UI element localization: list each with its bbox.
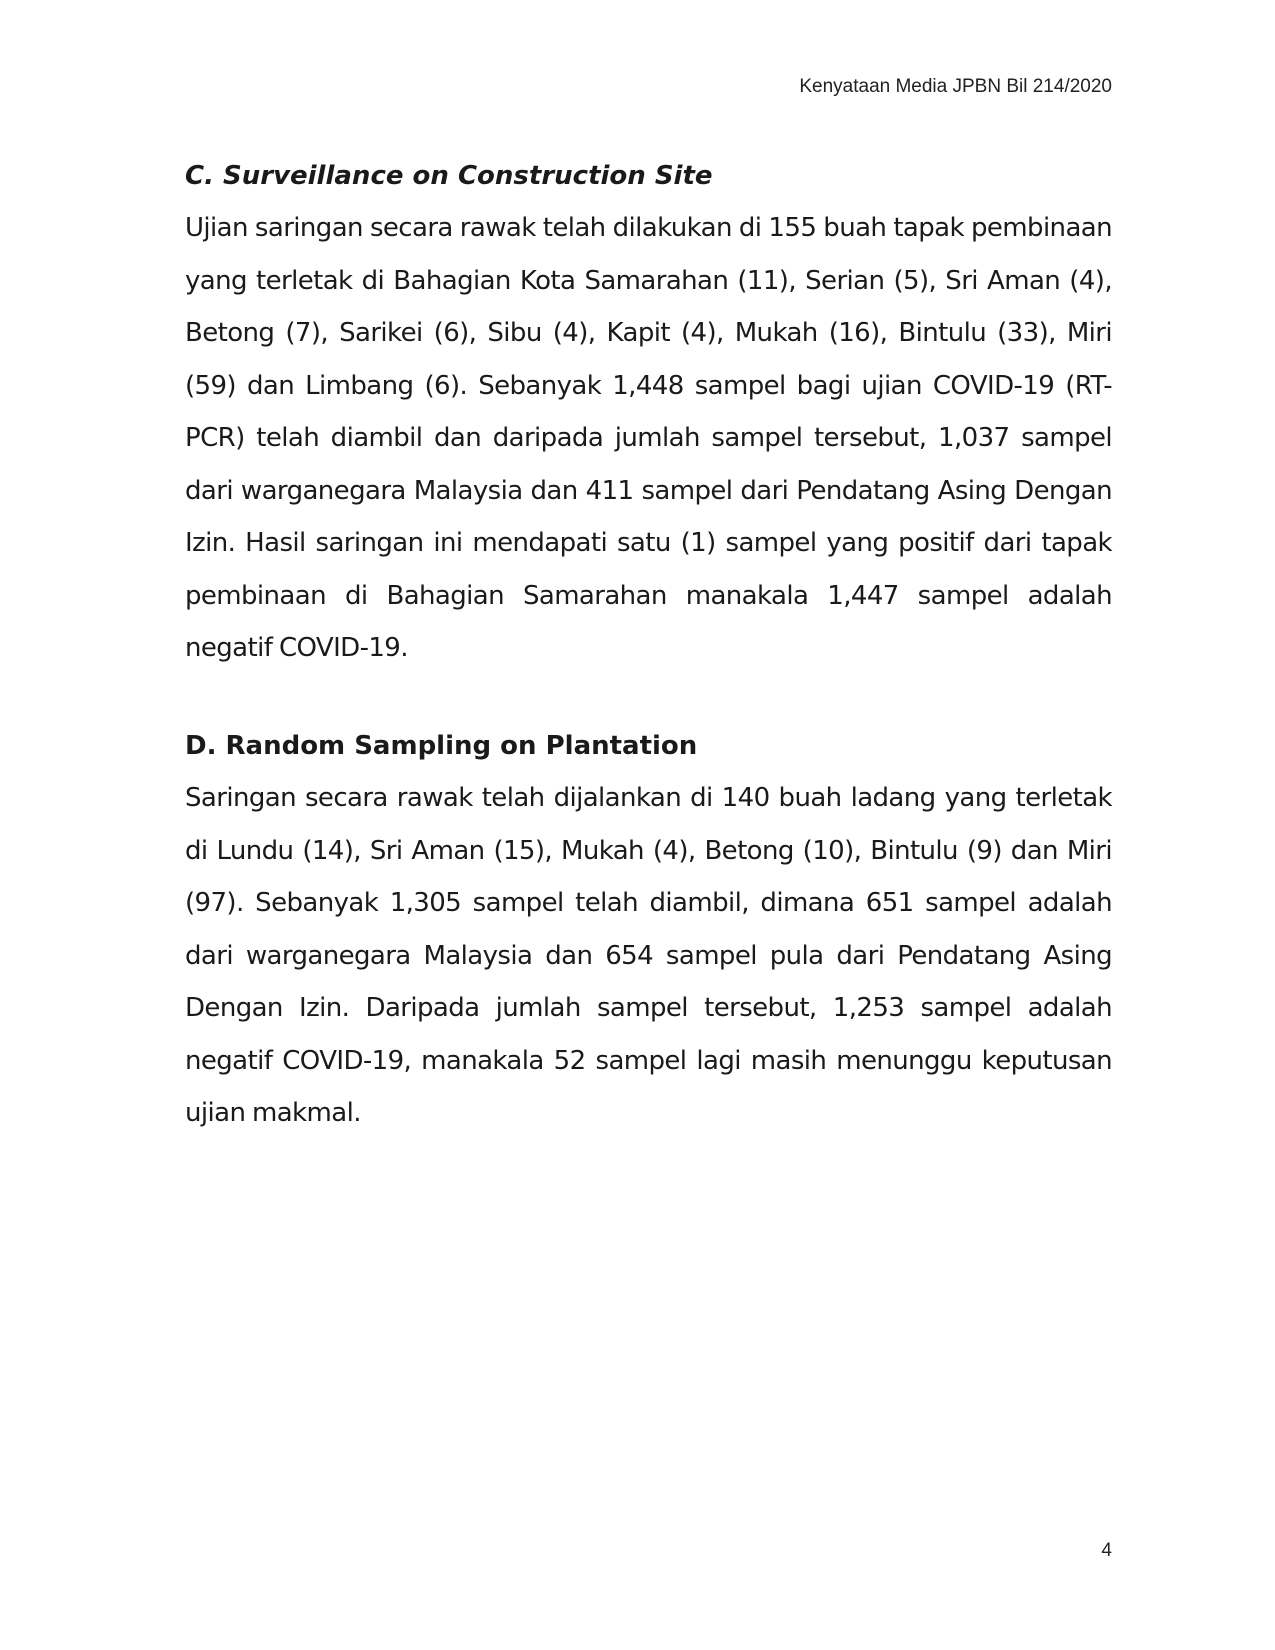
- section-body: Ujian saringan secara rawak telah dilakukan di 155 buah tapak pembinaan yang terletak di Bahagian Kota Samarahan (11), Serian (5), Sri Aman (4), Betong (7), Sarikei (6), Sibu (4), Kapit (4), Mukah (16), Bintulu (33), Miri (59) dan Limbang (6). Sebanyak 1,448 sampel bagi ujian COVID-19 (RT-PCR) telah diambil dan daripada jumlah sampel tersebut, 1,037 sampel dari warganegara Malaysia dan 411 sampel dari Pendatang Asing Dengan Izin. Hasil saringan ini mendapati satu (1) sampel yang positif dari tapak pembinaan di Bahagian Samarahan manakala 1,447 sampel adalah negatif COVID-19.: [185, 213, 1112, 663]
- section-construction-site: [185, 150, 1112, 675]
- document-reference: Kenyataan Media JPBN Bil 214/2020: [799, 76, 1112, 97]
- page-number: 4: [1101, 1540, 1112, 1561]
- section-title: C. Surveillance on Construction Site: [185, 161, 713, 191]
- section-title: D. Random Sampling on Plantation: [185, 731, 698, 761]
- section-body: Saringan secara rawak telah dijalankan di 140 buah ladang yang terletak di Lundu (14), Sri Aman (15), Mukah (4), Betong (10), Bintulu (9) dan Miri (97). Sebanyak 1,305 sampel telah diambil, dimana 651 sampel adalah dari warganegara Malaysia dan 654 sampel pula dari Pendatang Asing Dengan Izin. Daripada jumlah sampel tersebut, 1,253 sampel adalah negatif COVID-19, manakala 52 sampel lagi masih menunggu keputusan ujian makmal.: [185, 783, 1112, 1128]
- section-plantation: [185, 720, 1112, 1140]
